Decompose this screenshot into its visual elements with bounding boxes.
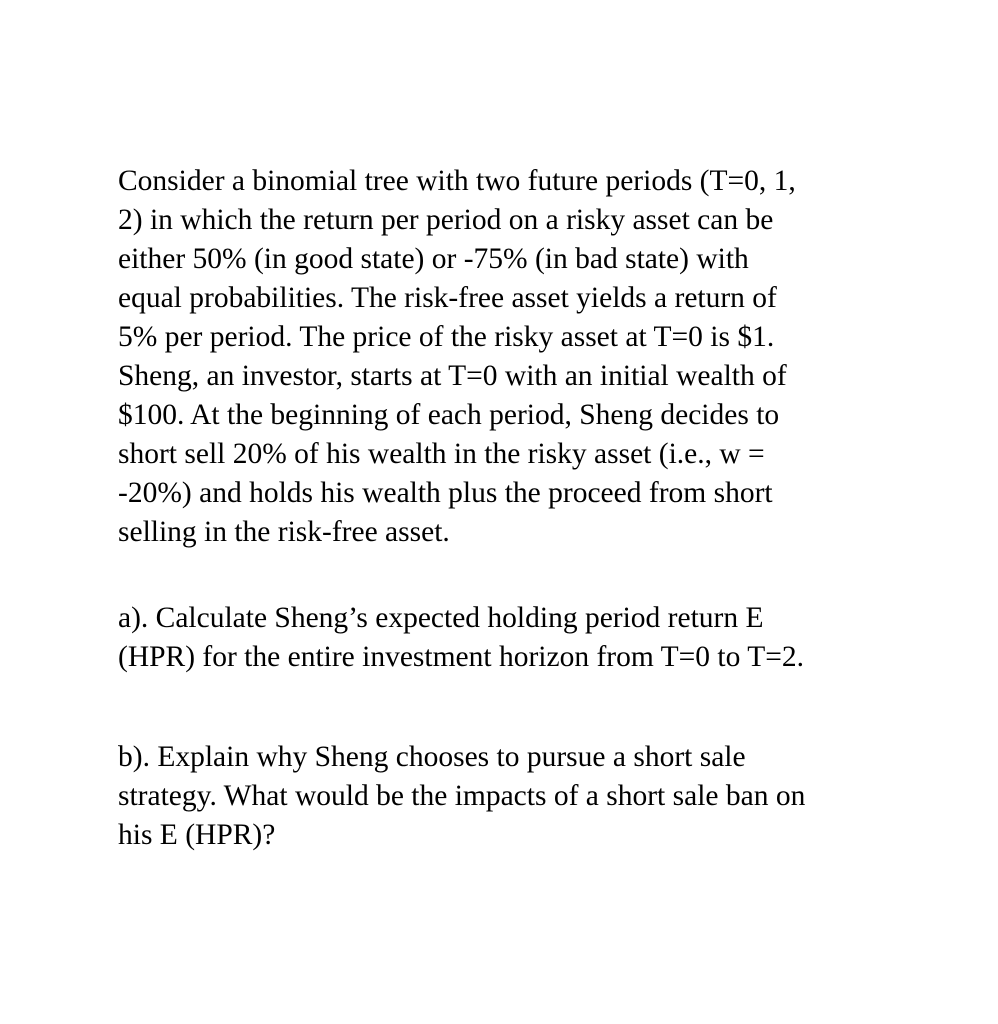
intro-line: $100. At the beginning of each period, Sheng decides to bbox=[118, 399, 780, 431]
intro-paragraph bbox=[118, 162, 898, 552]
part-a-line: (HPR) for the entire investment horizon from T=0 to T=2. bbox=[118, 641, 804, 673]
question-text bbox=[118, 162, 898, 855]
paragraph-spacer bbox=[118, 677, 898, 738]
intro-line: 2) in which the return per period on a risky asset can be bbox=[118, 204, 774, 236]
part-b-line: strategy. What would be the impacts of a short sale ban on bbox=[118, 780, 806, 812]
paragraph-spacer bbox=[118, 552, 898, 599]
intro-line: 5% per period. The price of the risky asset at T=0 is $1. bbox=[118, 321, 775, 353]
intro-line: selling in the risk-free asset. bbox=[118, 516, 450, 548]
part-b-paragraph bbox=[118, 738, 898, 855]
intro-line: Sheng, an investor, starts at T=0 with an initial wealth of bbox=[118, 360, 787, 392]
part-a-paragraph bbox=[118, 599, 898, 677]
intro-line: Consider a binomial tree with two future periods (T=0, 1, bbox=[118, 165, 796, 197]
intro-line: either 50% (in good state) or -75% (in bad state) with bbox=[118, 243, 749, 275]
part-b-line: b). Explain why Sheng chooses to pursue a short sale bbox=[118, 741, 746, 773]
intro-line: short sell 20% of his wealth in the risky asset (i.e., w = bbox=[118, 438, 765, 470]
intro-line: equal probabilities. The risk-free asset yields a return of bbox=[118, 282, 777, 314]
part-a-line: a). Calculate Sheng’s expected holding period return E bbox=[118, 602, 764, 634]
intro-line: -20%) and holds his wealth plus the proceed from short bbox=[118, 477, 773, 509]
part-b-line: his E (HPR)? bbox=[118, 819, 276, 851]
